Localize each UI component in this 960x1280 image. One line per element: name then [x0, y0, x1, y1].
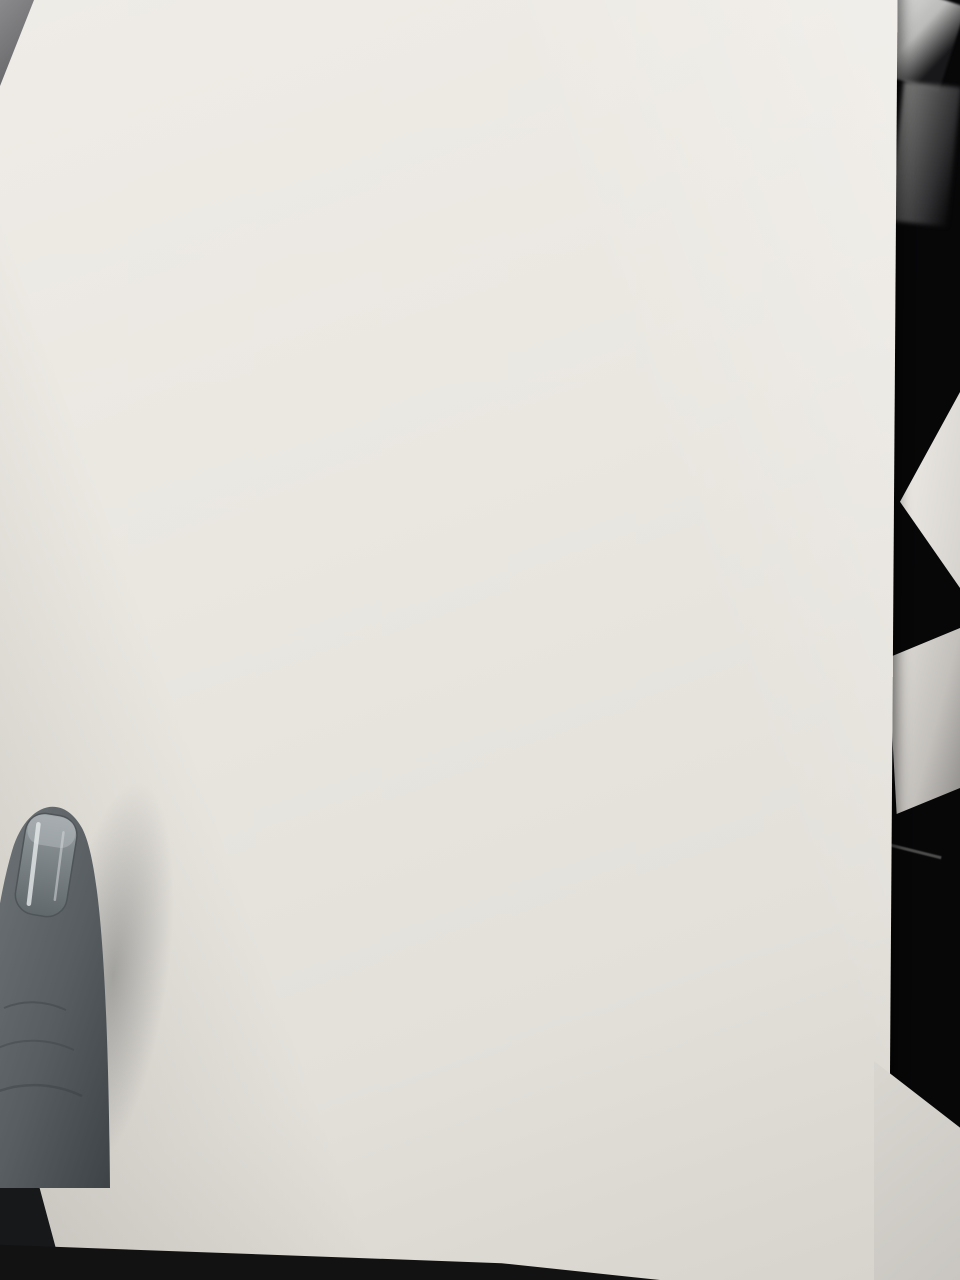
glossy-reflection [888, 628, 960, 814]
thumb-holding-paper [0, 748, 116, 1188]
